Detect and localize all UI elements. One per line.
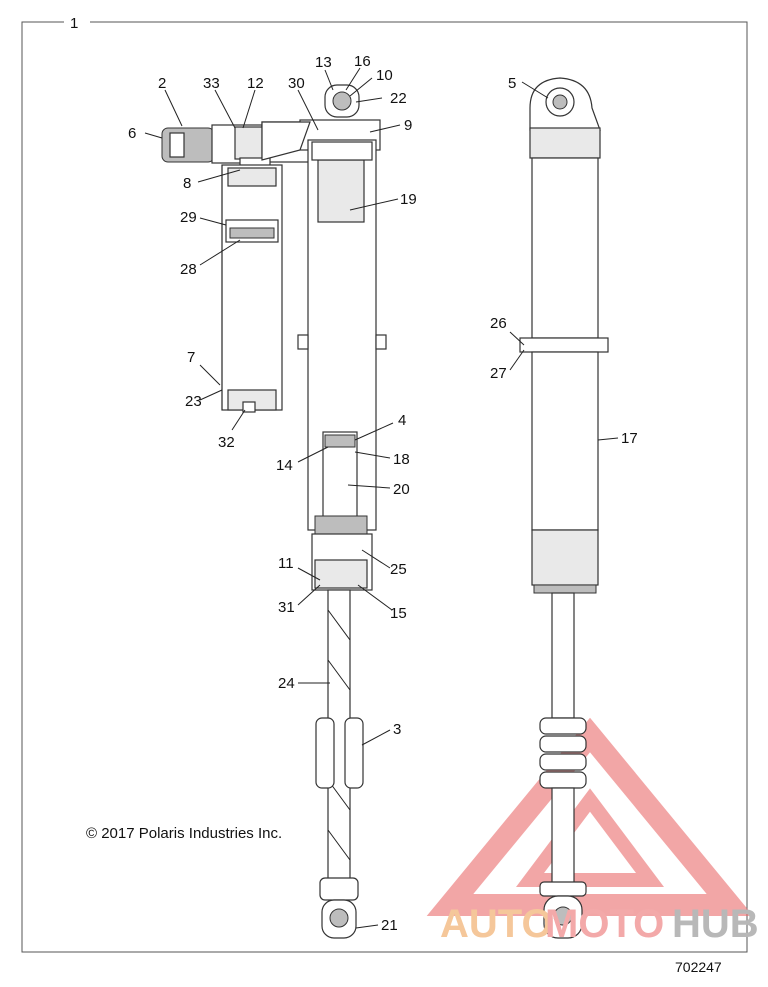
callout-30: 30 (288, 75, 305, 92)
callout-26: 26 (490, 315, 507, 332)
callout-2: 2 (158, 75, 167, 92)
callout-8: 8 (183, 175, 192, 192)
callout-13: 13 (315, 54, 332, 71)
callout-6: 6 (128, 125, 137, 142)
callout-18: 18 (393, 451, 410, 468)
callout-25: 25 (390, 561, 407, 578)
callout-22: 22 (390, 90, 407, 107)
frame-label: 1 (70, 15, 79, 32)
watermark-logo (450, 735, 730, 905)
watermark-text-auto: AUTO (440, 902, 553, 946)
callout-10: 10 (376, 67, 393, 84)
watermark-text-moto: MOTO (545, 902, 665, 946)
callout-7: 7 (187, 349, 196, 366)
callout-3: 3 (393, 721, 402, 738)
watermark-text (440, 902, 759, 946)
callout-33: 33 (203, 75, 220, 92)
callout-4: 4 (398, 412, 407, 429)
callout-32: 32 (218, 434, 235, 451)
watermark-text-hub: HUB (672, 902, 759, 946)
copyright-notice: © 2017 Polaris Industries Inc. (86, 825, 283, 842)
callout-17: 17 (621, 430, 638, 447)
callout-19: 19 (400, 191, 417, 208)
part-number: 702247 (675, 959, 722, 975)
callout-31: 31 (278, 599, 295, 616)
callout-9: 9 (404, 117, 413, 134)
callout-24: 24 (278, 675, 295, 692)
diagram-frame (22, 22, 747, 952)
callout-12: 12 (247, 75, 264, 92)
callout-5: 5 (508, 75, 517, 92)
callout-16: 16 (354, 53, 371, 70)
callout-11: 11 (278, 555, 294, 572)
callout-29: 29 (180, 209, 197, 226)
callout-14: 14 (276, 457, 293, 474)
callout-23: 23 (185, 393, 202, 410)
callout-27: 27 (490, 365, 507, 382)
callout-21: 21 (381, 917, 398, 934)
callout-15: 15 (390, 605, 407, 622)
callout-20: 20 (393, 481, 410, 498)
callout-28: 28 (180, 261, 197, 278)
